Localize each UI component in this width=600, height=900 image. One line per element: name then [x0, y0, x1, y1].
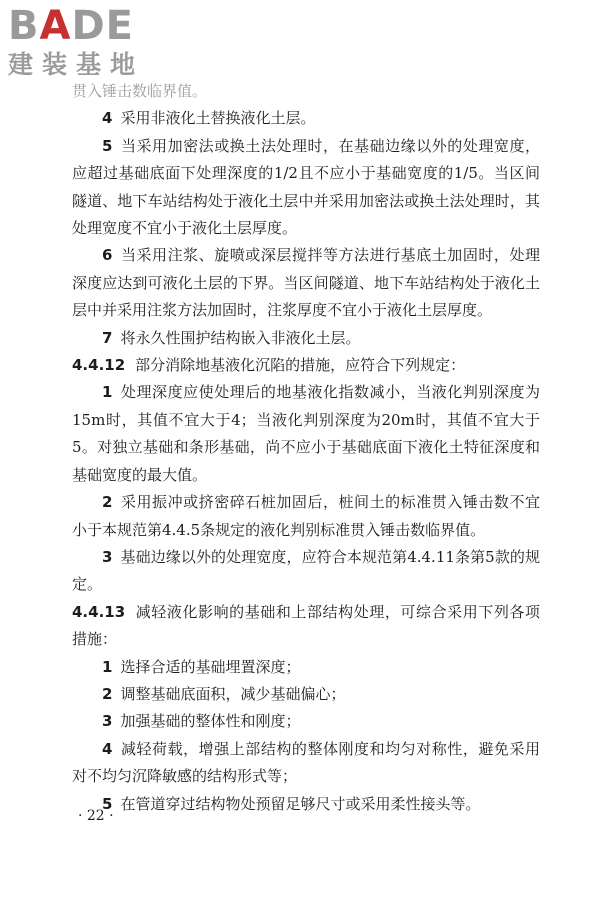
page-number: · 22 ·	[78, 808, 114, 824]
paragraph-item-2: 2 调整基础底面积，减少基础偏心；	[102, 684, 346, 703]
watermark-brand: BADE	[8, 3, 134, 49]
clause-4-4-12: 4.4.12 部分消除地基液化沉陷的措施，应符合下列规定：	[72, 356, 466, 375]
paragraph-item-1: 1 处理深度应使处理后的地基液化指数减小，当液化判别深度为15m时，其值不宜大于4；当液化判别深度为20m时，其值不宜大于5。对独立基础和条形基础，尚不应小于基础底面下液化土特征深度和基础宽度的最大值。	[72, 383, 540, 484]
paragraph-item-1: 1 选择合适的基础埋置深度；	[102, 657, 301, 676]
paragraph-item-2: 2 采用振冲或挤密碎石桩加固后，桩间土的标准贯入锤击数不宜小于本规范第4.4.5条规定的液化判别标准贯入锤击数临界值。	[72, 493, 540, 539]
paragraph-item-5: 5 在管道穿过结构物处预留足够尺寸或采用柔性接头等。	[102, 794, 481, 813]
paragraph-item-7: 7 将永久性围护结构嵌入非液化土层。	[102, 328, 361, 347]
document-body	[72, 78, 540, 818]
clause-4-4-13: 4.4.13 减轻液化影响的基础和上部结构处理，可综合采用下列各项措施：	[72, 602, 540, 649]
paragraph-item-6: 6 当采用注浆、旋喷或深层搅拌等方法进行基底土加固时，处理深度应达到可液化土层的下界。当区间隧道、地下车站结构处于液化土层中并采用注浆方法加固时，注浆厚度不宜小于液化土层厚度。	[72, 246, 540, 320]
paragraph-item-4: 4 采用非液化土替换液化土层。	[102, 109, 316, 128]
watermark-logo	[8, 4, 183, 80]
paragraph-item-3: 3 加强基础的整体性和刚度；	[102, 712, 301, 731]
watermark-subtitle: 建装基地	[8, 50, 145, 79]
paragraph-item-3: 3 基础边缘以外的处理宽度，应符合本规范第4.4.11条第5款的规定。	[72, 547, 540, 594]
paragraph-item-4: 4 减轻荷载，增强上部结构的整体刚度和均匀对称性，避免采用对不均匀沉降敏感的结构形式等；	[72, 739, 540, 786]
paragraph-item-5: 5 当采用加密法或换土法处理时，在基础边缘以外的处理宽度，应超过基础底面下处理深度的1/2且不应小于基础宽度的1/5。当区间隧道、地下车站结构处于液化土层中并采用加密法或换土法处理时，其处理宽度不宜小于液化土层厚度。	[72, 136, 540, 238]
paragraph-continuation: 贯入锤击数临界值。	[72, 82, 208, 100]
